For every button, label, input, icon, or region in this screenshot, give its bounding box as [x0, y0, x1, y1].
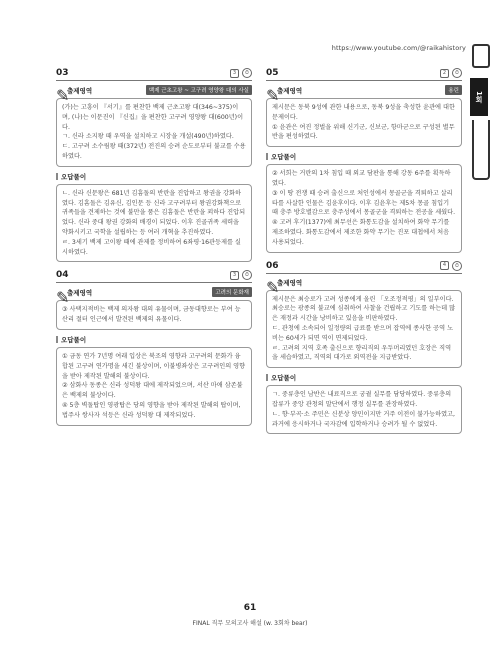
list-item: ㄱ. 신라 소지왕 때 우역을 설치하고 시장을 개설(490년)하였다. [62, 133, 234, 141]
page-number: 61 [243, 603, 257, 613]
page-footer: FINAL 직무 모의고사 해설 (w. 3회차 bear) [192, 620, 308, 627]
heading-bar [266, 374, 268, 381]
heading-bar [56, 336, 58, 343]
topic-label: 출제영역 [277, 278, 303, 287]
explanation-box [56, 300, 252, 330]
topic-tag: 백제 근초고왕 ~ 고구려 영양왕 대의 사실 [146, 85, 252, 95]
header-url: https://www.youtube.com/@raikahistory [331, 44, 466, 52]
answer-mark: 3 [230, 271, 239, 280]
question-05 [266, 68, 462, 253]
wrong-answers-box [266, 385, 462, 434]
explanation-box [266, 98, 462, 147]
wrong-answers-heading: 오답풀이 [266, 152, 462, 161]
topic-label: 출제영역 [67, 86, 93, 95]
list-item: ㄴ. 향·부곡·소 주민은 신분상 양민이지만 거주 이전이 불가능하였고, 과거에 응시하거나 국자감에 입학하거나 승려가 될 수 없었다. [272, 410, 456, 428]
heading-bar [56, 173, 58, 180]
list-item: ② 삼화사 동종은 신라 성덕왕 대에 제작되었으며, 서산 마애 삼존불은 백제의 불상이다. [62, 382, 243, 400]
topic-row [56, 287, 252, 308]
list-item: ㄹ. 3세기 백제 고이왕 때에 관제를 정비하여 6좌평·16관등제를 실시하였다. [62, 238, 241, 256]
topic-tag: 용린 [445, 85, 462, 95]
list-item: ③ 이 땅 전쟁 때 승려 출신으로 처인성에서 몽골군을 격퇴하고 살리타를 사살한 인물은 김윤후이다. 이후 김윤후는 제5차 몽골 침입기 때 충주 방호별감으로 충주성에서 몽골군을 격퇴하는 전공을 세웠다. [272, 189, 456, 217]
wrong-answers-box [266, 164, 462, 252]
topic-label: 출제영역 [67, 288, 93, 297]
question-number: 06 [266, 260, 279, 271]
question-06 [266, 261, 462, 435]
clock-icon: ⏱ [242, 68, 252, 78]
pencil-icon: ✎ [266, 278, 280, 298]
explanation-box [266, 290, 462, 369]
list-item: ㄴ. 신라 신문왕은 681년 김흠돌의 반란을 진압하고 왕권을 강화하였다. 김흠돌은 김유신, 김인문 등 신라 고구려부터 왕권강화책으로 귀족들을 견제하는 것에 불만을 품은 김흠돌은 반란을 꾀하다 진압되었다. 신라 중대 왕권 강화의 배경이 되었다. 이후 진골귀족 세력을 약화시키고 국학을 설립하는 등 여러 개혁을 추진하였다. [62, 189, 246, 236]
list-item: ㄹ. 고려의 지역 호족 출신으로 향리직의 우두머리였던 호장은 직역을 세습하였고, 직역의 대가로 외역전을 지급받았다. [272, 344, 452, 362]
topic-label: 출제영역 [277, 86, 303, 95]
explanation-box [56, 98, 252, 167]
decorative-pattern-bottom [472, 120, 490, 180]
question-03 [56, 68, 252, 262]
wrong-answers-heading: 오답풀이 [266, 373, 462, 382]
question-number: 05 [266, 68, 279, 78]
answer-mark: 2 [440, 69, 449, 78]
answer-mark: 3 [230, 69, 239, 78]
answer-mark: 4 [440, 261, 449, 270]
list-item: ㄷ. 고구려 소수림왕 때(372년) 전진의 승려 순도로부터 불교를 수용하였다. [62, 143, 246, 160]
wrong-answers-box [56, 347, 252, 426]
clock-icon: ⏱ [452, 68, 462, 78]
question-number: 03 [56, 68, 69, 78]
question-number: 04 [56, 270, 69, 281]
explanation-text: 제시문은 최승로가 고려 성종에게 올린 「오조정적평」의 일부이다. 최승로는 광종의 불교에 심취하여 사찰을 건립하고 기도를 하는데 많은 재정과 시간을 낭비하고 있음을 비판하였다. [272, 295, 456, 323]
side-decoration [470, 44, 488, 180]
question-meta [440, 261, 462, 271]
topic-row [266, 85, 462, 105]
list-item: ① 금동 연가 7년명 여래 입상은 북조의 영향과 고구려의 문화가 융합된 고구려 연가명을 새긴 불상이며, 이불병좌상은 고구려인의 영향을 받아 제작된 발해의 불상이다. [62, 352, 246, 380]
list-item: ㄷ. 관청에 소속되어 일정량의 급료를 받으며 잡역에 종사한 공역 노비는 60세가 되면 역이 면제되었다. [272, 324, 454, 342]
question-meta [230, 68, 252, 78]
column-right [266, 68, 462, 434]
pencil-icon: ✎ [56, 288, 70, 308]
topic-row [266, 278, 462, 298]
pencil-icon: ✎ [266, 86, 280, 105]
question-04 [56, 270, 252, 425]
list-item: ② 서희는 거란의 1차 침입 때 외교 담판을 통해 강동 6주를 획득하였다. [272, 170, 451, 187]
wrong-answers-heading: 오답풀이 [56, 172, 252, 181]
explanation-text: (가)는 고흥이 『서기』를 편찬한 백제 근초고왕 대(346~375)이며, (나)는 이문진이 『신집』을 편찬한 고구려 영양왕 대(600년)이다. [62, 104, 244, 131]
heading-bar [266, 153, 268, 160]
side-tab: 1회 [470, 78, 488, 116]
clock-icon: ⏱ [242, 270, 252, 280]
wrong-answers-box [56, 184, 252, 263]
wrong-answers-heading: 오답풀이 [56, 335, 252, 344]
decorative-pattern-top [472, 44, 490, 68]
explanation-text: 제시문은 동북 9성에 관한 내용으로, 동북 9성을 축성한 윤관에 대한 문제이다. [272, 104, 455, 121]
column-left [56, 68, 252, 426]
list-item: ④ 고려 후기(1377)에 최무선은 화통도감을 설치하여 화약 무기를 제조하였다. 화통도감에서 제조한 화약 무기는 진포 대첩에서 처음 사용되었다. [272, 219, 450, 246]
clock-icon: ⏱ [452, 261, 462, 271]
list-item: ① 윤관은 여진 정벌을 위해 신기군, 신보군, 항마군으로 구성된 별무반을 편성하였다. [272, 123, 455, 141]
question-meta [440, 68, 462, 78]
list-item: ④ 5층 벽돌탑인 영광탑은 당의 영향을 받아 제작된 발해의 탑이며, 법주사 쌍사자 석등은 신라 성덕왕 대 제작되었다. [62, 401, 241, 419]
topic-tag: 고려의 문화재 [212, 287, 252, 297]
pencil-icon: ✎ [56, 86, 70, 105]
question-meta [230, 270, 252, 280]
list-item: ㄱ. 중류층인 남반은 내료직으로 궁궐 실무를 담당하였다. 중류층의 잡류가 중앙 관청의 말단에서 행정 실무를 관장하였다. [272, 391, 452, 408]
topic-row [56, 85, 252, 105]
list-item: ③ 사택지적비는 백제 의자왕 대의 유물이며, 금동대향로는 부여 능산리 절터 인근에서 발견된 백제의 유물이다. [62, 306, 241, 324]
